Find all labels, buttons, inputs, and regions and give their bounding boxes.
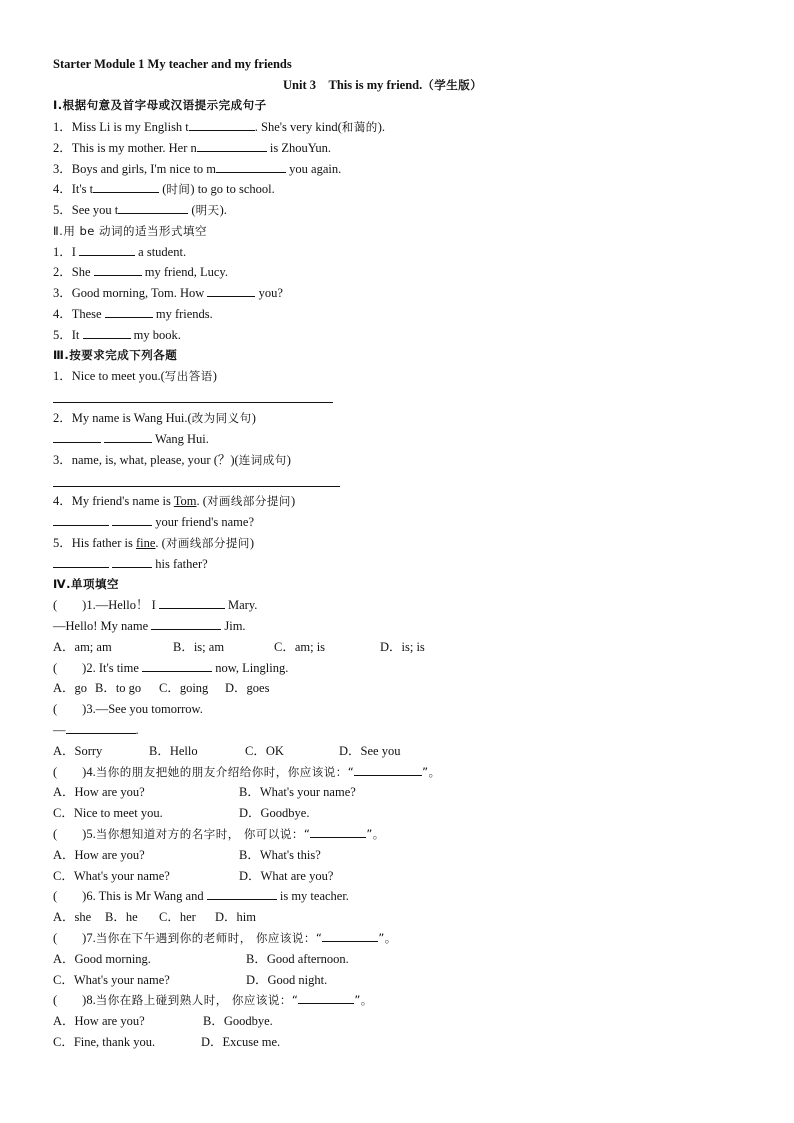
s2-item-4-text: 4．These (53, 307, 102, 321)
s4-q1-paren[interactable]: ( ) (53, 598, 87, 612)
s4-q7 (53, 930, 397, 946)
s4-q7-text: 7. (86, 931, 96, 945)
s4-q5-option-c[interactable]: C．What's your name? (53, 869, 170, 883)
s3-q1-text-d: ) (212, 369, 217, 383)
s4-q8-text: 8. (86, 993, 96, 1007)
s4-q2-option-a[interactable]: A．go (53, 681, 88, 695)
s4-q7-options-1 (53, 951, 349, 967)
s4-q7-option-a[interactable]: A．Good morning. (53, 952, 151, 966)
s4-q1-text: 1.—Hello！ I (86, 598, 156, 612)
unit-title (283, 77, 482, 93)
s4-q4-prompt: 当你的朋友把她的朋友介绍给你时，你应该说：“ (95, 765, 355, 779)
s3-q4-hint: 对画线部分提问 (206, 494, 291, 508)
s3-q5-text: 5．His father is (53, 536, 136, 550)
s4-q2-blank (142, 660, 212, 672)
s3-q5-answer (53, 556, 208, 572)
s2-item-2-blank[interactable] (94, 264, 142, 276)
s4-q6-text: 6. This is Mr Wang and (86, 889, 204, 903)
s4-q5-prompt-end: ”。 (366, 827, 385, 841)
s1-item-2-text-b: is ZhouYun. (266, 141, 331, 155)
s2-item-4-blank[interactable] (105, 306, 153, 318)
s4-q3-paren[interactable]: ( ) (53, 702, 87, 716)
s4-q4-options-1 (53, 784, 356, 800)
s3-q5-hint: 对画线部分提问 (165, 536, 250, 550)
s4-q7-blank (322, 930, 378, 942)
s4-q4-option-d[interactable]: D．Goodbye. (239, 806, 310, 820)
s4-q5-option-b[interactable]: B．What's this? (239, 848, 321, 862)
s2-item-1-text: 1．I (53, 245, 76, 259)
s2-item-5 (53, 327, 181, 343)
s4-q2-option-c[interactable]: C．going (159, 681, 209, 695)
s1-item-3 (53, 161, 341, 177)
s1-item-4-text: 4．It's t (53, 182, 94, 196)
s1-item-1-text: 1．Miss Li is my English t (53, 120, 189, 134)
s4-q3-line2-text-b: . (135, 723, 139, 737)
s1-item-2 (53, 140, 331, 156)
s2-item-3 (53, 285, 283, 301)
s4-q2-text: 2. It's time (86, 661, 139, 675)
s4-q5-options-1 (53, 847, 321, 863)
s4-q8-paren[interactable]: ( ) (53, 993, 87, 1007)
s4-q3-blank (66, 722, 136, 734)
s3-q4-answer-text: your friend's name? (152, 515, 254, 529)
s4-q1-line2-text-b: Jim. (221, 619, 246, 633)
s4-q8-option-d[interactable]: D．Excuse me. (201, 1035, 281, 1049)
s4-q5-blank (310, 826, 366, 838)
s4-q8-options-2 (53, 1034, 280, 1050)
s1-item-4-blank[interactable] (93, 181, 159, 193)
s4-q5-option-a[interactable]: A．How are you? (53, 848, 145, 862)
s4-q8-option-b[interactable]: B．Goodbye. (203, 1014, 273, 1028)
s3-q2-blank-2[interactable] (104, 431, 152, 443)
s3-q5-blank-2[interactable] (112, 556, 152, 568)
s3-q4-blank-1[interactable] (53, 514, 109, 526)
s2-item-4 (53, 306, 213, 322)
s4-q4-text: 4. (86, 765, 96, 779)
s4-q4-option-c[interactable]: C．Nice to meet you. (53, 806, 163, 820)
s4-q2-option-d[interactable]: D．goes (225, 681, 270, 695)
s4-q1 (53, 597, 257, 613)
s2-item-3-text: 3．Good morning, Tom. How (53, 286, 205, 300)
s4-q2-text-b: now, Lingling. (212, 661, 289, 675)
s1-item-5-text-d: ). (219, 203, 227, 217)
s1-item-1-blank[interactable] (189, 119, 255, 131)
s2-item-3-text-b: you? (255, 286, 283, 300)
s4-q6-text-b: is my teacher. (276, 889, 349, 903)
s1-item-3-blank[interactable] (216, 161, 286, 173)
s4-q7-option-d[interactable]: D．Good night. (246, 973, 328, 987)
s4-q8-blank (298, 992, 354, 1004)
s4-q3-option-c[interactable]: C．OK (245, 744, 284, 758)
s3-q5-blank-1[interactable] (53, 556, 109, 568)
section4-heading: Ⅳ.单项填空 (53, 577, 120, 591)
s3-q4-text: 4．My friend's name is (53, 494, 174, 508)
s2-item-2 (53, 264, 228, 280)
s1-item-5-blank[interactable] (118, 202, 188, 214)
s4-q7-paren[interactable]: ( ) (53, 931, 87, 945)
s4-q4-option-b[interactable]: B．What's your name? (239, 785, 356, 799)
s4-q8 (53, 992, 373, 1008)
section2-heading: Ⅱ.用 be 动词的适当形式填空 (53, 224, 208, 238)
s4-q5-prompt: 当你想知道对方的名字时， 你可以说：“ (95, 827, 311, 841)
s4-q3-text: 3.—See you tomorrow. (86, 702, 203, 716)
s1-item-4-text-d: ) to go to school. (190, 182, 275, 196)
s3-q3-answer-line[interactable] (53, 486, 340, 487)
s3-q4-answer (53, 514, 254, 530)
s3-q2-text: 2．My name is Wang Hui.( (53, 411, 192, 425)
s4-q3-line2-text: — (53, 723, 66, 737)
s3-q2-blank-1[interactable] (53, 431, 101, 443)
s2-item-5-text-b: my book. (130, 328, 181, 342)
s4-q8-prompt: 当你在路上碰到熟人时， 你应该说：“ (95, 993, 299, 1007)
s3-q2-text-d: ) (251, 411, 256, 425)
s3-q2 (53, 410, 256, 426)
s4-q4-paren[interactable]: ( ) (53, 765, 87, 779)
section1-heading: Ⅰ.根据句意及首字母或汉语提示完成句子 (53, 98, 267, 112)
s1-item-5-hint: 明天 (195, 203, 220, 217)
s3-q5-text-b: . ( (155, 536, 166, 550)
s4-q5-options-2 (53, 868, 333, 884)
s2-item-3-blank[interactable] (207, 285, 255, 297)
s4-q6-option-d[interactable]: D．him (215, 910, 256, 924)
s4-q3-option-b[interactable]: B．Hello (149, 744, 198, 758)
s1-item-1-text-d: ). (377, 120, 386, 134)
s4-q4-option-a[interactable]: A．How are you? (53, 785, 145, 799)
s3-q4-underlined: Tom (173, 494, 197, 508)
s2-item-4-text-b: my friends. (152, 307, 213, 321)
s4-q5-option-d[interactable]: D．What are you? (239, 869, 334, 883)
s1-item-4-hint: 时间 (166, 182, 191, 196)
s4-q6-blank (207, 888, 277, 900)
s4-q5 (53, 826, 385, 842)
s1-item-4-text-b: ( (159, 182, 167, 196)
s1-item-5-text: 5．See you t (53, 203, 119, 217)
s4-q1-option-d[interactable]: D．is; is (380, 640, 425, 654)
s3-q3-text: 3．name, is, what, please, your (？)( (53, 453, 239, 467)
s4-q6-option-a[interactable]: A．she (53, 910, 92, 924)
s3-q5-answer-text: his father? (152, 557, 208, 571)
s3-q3 (53, 452, 291, 468)
s1-item-4 (53, 181, 275, 197)
s4-q4 (53, 764, 441, 780)
s4-q7-option-b[interactable]: B．Good afternoon. (246, 952, 349, 966)
s4-q5-text: 5. (86, 827, 96, 841)
s3-q5-underlined: fine (135, 536, 156, 550)
s3-q2-hint: 改为同义句 (191, 411, 252, 425)
s3-q4-text-d: ) (290, 494, 296, 508)
s3-q1-answer-line[interactable] (53, 402, 333, 403)
s1-item-3-text: 3．Boys and girls, I'm nice to m (53, 162, 217, 176)
s4-q2-paren[interactable]: ( ) (53, 661, 87, 675)
s3-q1 (53, 368, 217, 384)
s2-item-1-blank[interactable] (79, 244, 135, 256)
s4-q1-option-a[interactable]: A．am; am (53, 640, 112, 654)
s2-item-1-text-b: a student. (135, 245, 187, 259)
s3-q5 (53, 535, 254, 551)
s4-q8-prompt-end: ”。 (354, 993, 373, 1007)
s2-item-5-blank[interactable] (83, 327, 131, 339)
s3-q4-text-b: . ( (196, 494, 207, 508)
s4-q1-blank (159, 597, 225, 609)
s4-q4-prompt-end: ”。 (422, 765, 441, 779)
unit-title-note: （学生版） (422, 78, 483, 92)
s4-q3-line2 (53, 722, 139, 738)
s3-q2-answer-text: Wang Hui. (152, 432, 209, 446)
s4-q7-option-c[interactable]: C．What's your name? (53, 973, 170, 987)
s4-q6 (53, 888, 349, 904)
s2-item-1 (53, 244, 186, 260)
s4-q2-options (53, 680, 269, 696)
s4-q1-line2 (53, 618, 246, 634)
s4-q4-options-2 (53, 805, 309, 821)
s4-q6-paren[interactable]: ( ) (53, 889, 87, 903)
s2-item-5-text: 5．It (53, 328, 80, 342)
s4-q1-options (53, 639, 425, 655)
s4-q2-option-b[interactable]: B．to go (95, 681, 142, 695)
s4-q6-option-c[interactable]: C．her (159, 910, 196, 924)
s1-item-1-text-b: . She's very kind( (254, 120, 342, 134)
s4-q6-option-b[interactable]: B．he (105, 910, 138, 924)
s4-q3-option-a[interactable]: A．Sorry (53, 744, 103, 758)
s4-q1-line2-text: —Hello! My name (53, 619, 149, 633)
s4-q1-option-b[interactable]: B．is; am (173, 640, 225, 654)
s3-q2-answer (53, 431, 209, 447)
s1-item-3-text-b: you again. (286, 162, 342, 176)
s1-item-2-blank[interactable] (197, 140, 267, 152)
s4-q2 (53, 660, 288, 676)
s1-item-1 (53, 119, 385, 135)
s3-q4-blank-2[interactable] (112, 514, 152, 526)
s1-item-5 (53, 202, 227, 218)
s4-q3-options (53, 743, 400, 759)
s3-q1-text: 1．Nice to meet you.( (53, 369, 165, 383)
s4-q1-option-c[interactable]: C．am; is (274, 640, 326, 654)
s3-q5-text-d: ) (249, 536, 255, 550)
s4-q3-option-d[interactable]: D．See you (339, 744, 401, 758)
s4-q8-option-a[interactable]: A．How are you? (53, 1014, 145, 1028)
s3-q3-text-d: ) (286, 453, 291, 467)
s4-q7-prompt-end: ”。 (378, 931, 397, 945)
s4-q1-text-b: Mary. (224, 598, 258, 612)
s4-q3 (53, 701, 203, 717)
s1-item-5-text-b: ( (188, 203, 196, 217)
s1-item-1-hint: 和蔼的 (341, 120, 378, 134)
s1-item-2-text: 2．This is my mother. Her n (53, 141, 197, 155)
s3-q3-hint: 连词成句 (238, 453, 287, 467)
s4-q7-options-2 (53, 972, 327, 988)
unit-title-text: Unit 3 This is my friend. (283, 78, 423, 92)
s3-q4 (53, 493, 295, 509)
s3-q1-hint: 写出答语 (164, 369, 213, 383)
s4-q8-options-1 (53, 1013, 273, 1029)
s4-q8-option-c[interactable]: C．Fine, thank you. (53, 1035, 156, 1049)
section3-heading: Ⅲ.按要求完成下列各题 (53, 348, 178, 362)
page-title: Starter Module 1 My teacher and my friends (53, 57, 292, 71)
s2-item-2-text-b: my friend, Lucy. (141, 265, 228, 279)
s4-q5-paren[interactable]: ( ) (53, 827, 87, 841)
s4-q6-options (53, 909, 256, 925)
s4-q4-blank (354, 764, 422, 776)
s4-q1-blank-2 (151, 618, 221, 630)
s2-item-2-text: 2．She (53, 265, 91, 279)
s4-q7-prompt: 当你在下午遇到你的老师时， 你应该说：“ (95, 931, 323, 945)
